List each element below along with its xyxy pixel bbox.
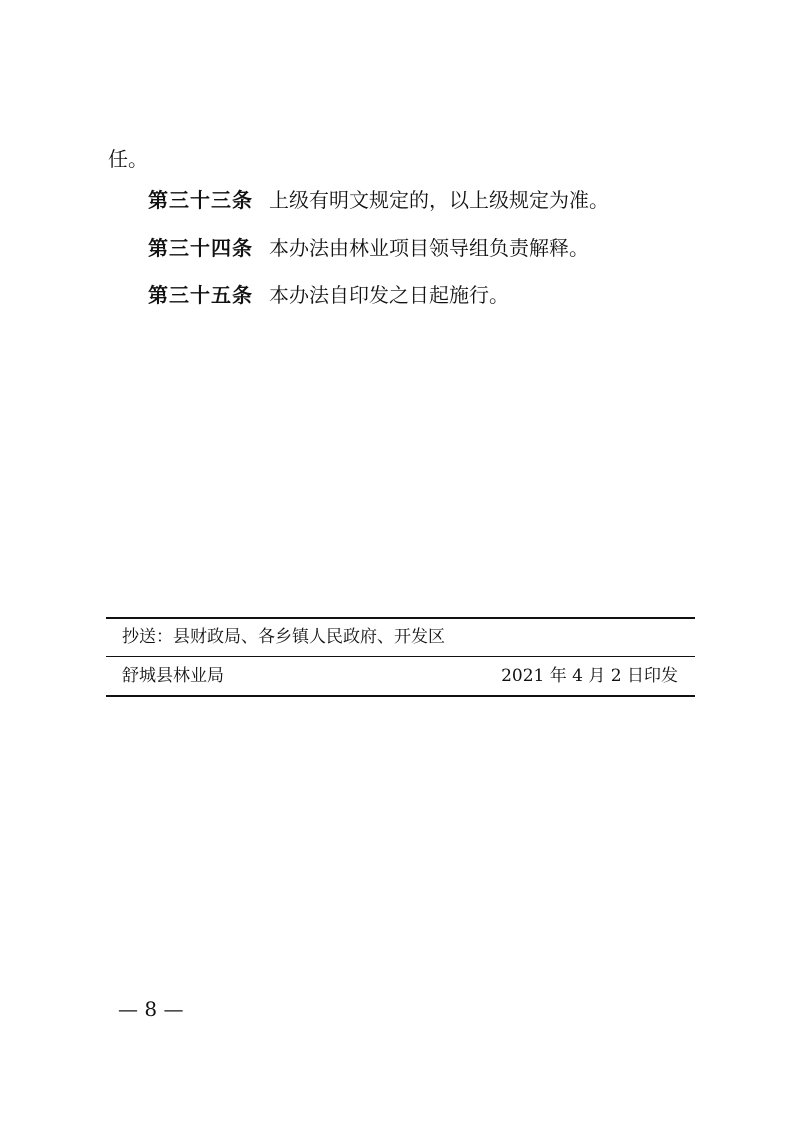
article-text: 本办法自印发之日起施行。 — [269, 283, 509, 307]
article-text: 上级有明文规定的，以上级规定为准。 — [269, 188, 609, 212]
issuing-authority: 舒城县林业局 — [122, 666, 224, 686]
issue-date: 2021 年 4 月 2 日印发 — [501, 666, 678, 686]
article-label: 第三十三条 — [148, 188, 253, 212]
article-33 — [148, 188, 609, 212]
article-34 — [148, 236, 589, 260]
footer-middle-rule — [106, 656, 695, 657]
cc-recipients: 抄送：县财政局、各乡镇人民政府、开发区 — [122, 627, 445, 647]
article-text: 本办法由林业项目领导组负责解释。 — [269, 236, 589, 260]
footer-bottom-rule — [106, 695, 695, 697]
article-35 — [148, 283, 509, 307]
article-label: 第三十四条 — [148, 236, 253, 260]
article-label: 第三十五条 — [148, 283, 253, 307]
page-number: — 8 — — [118, 997, 184, 1021]
continuation-text: 任。 — [108, 147, 148, 171]
footer-top-rule — [106, 617, 695, 619]
